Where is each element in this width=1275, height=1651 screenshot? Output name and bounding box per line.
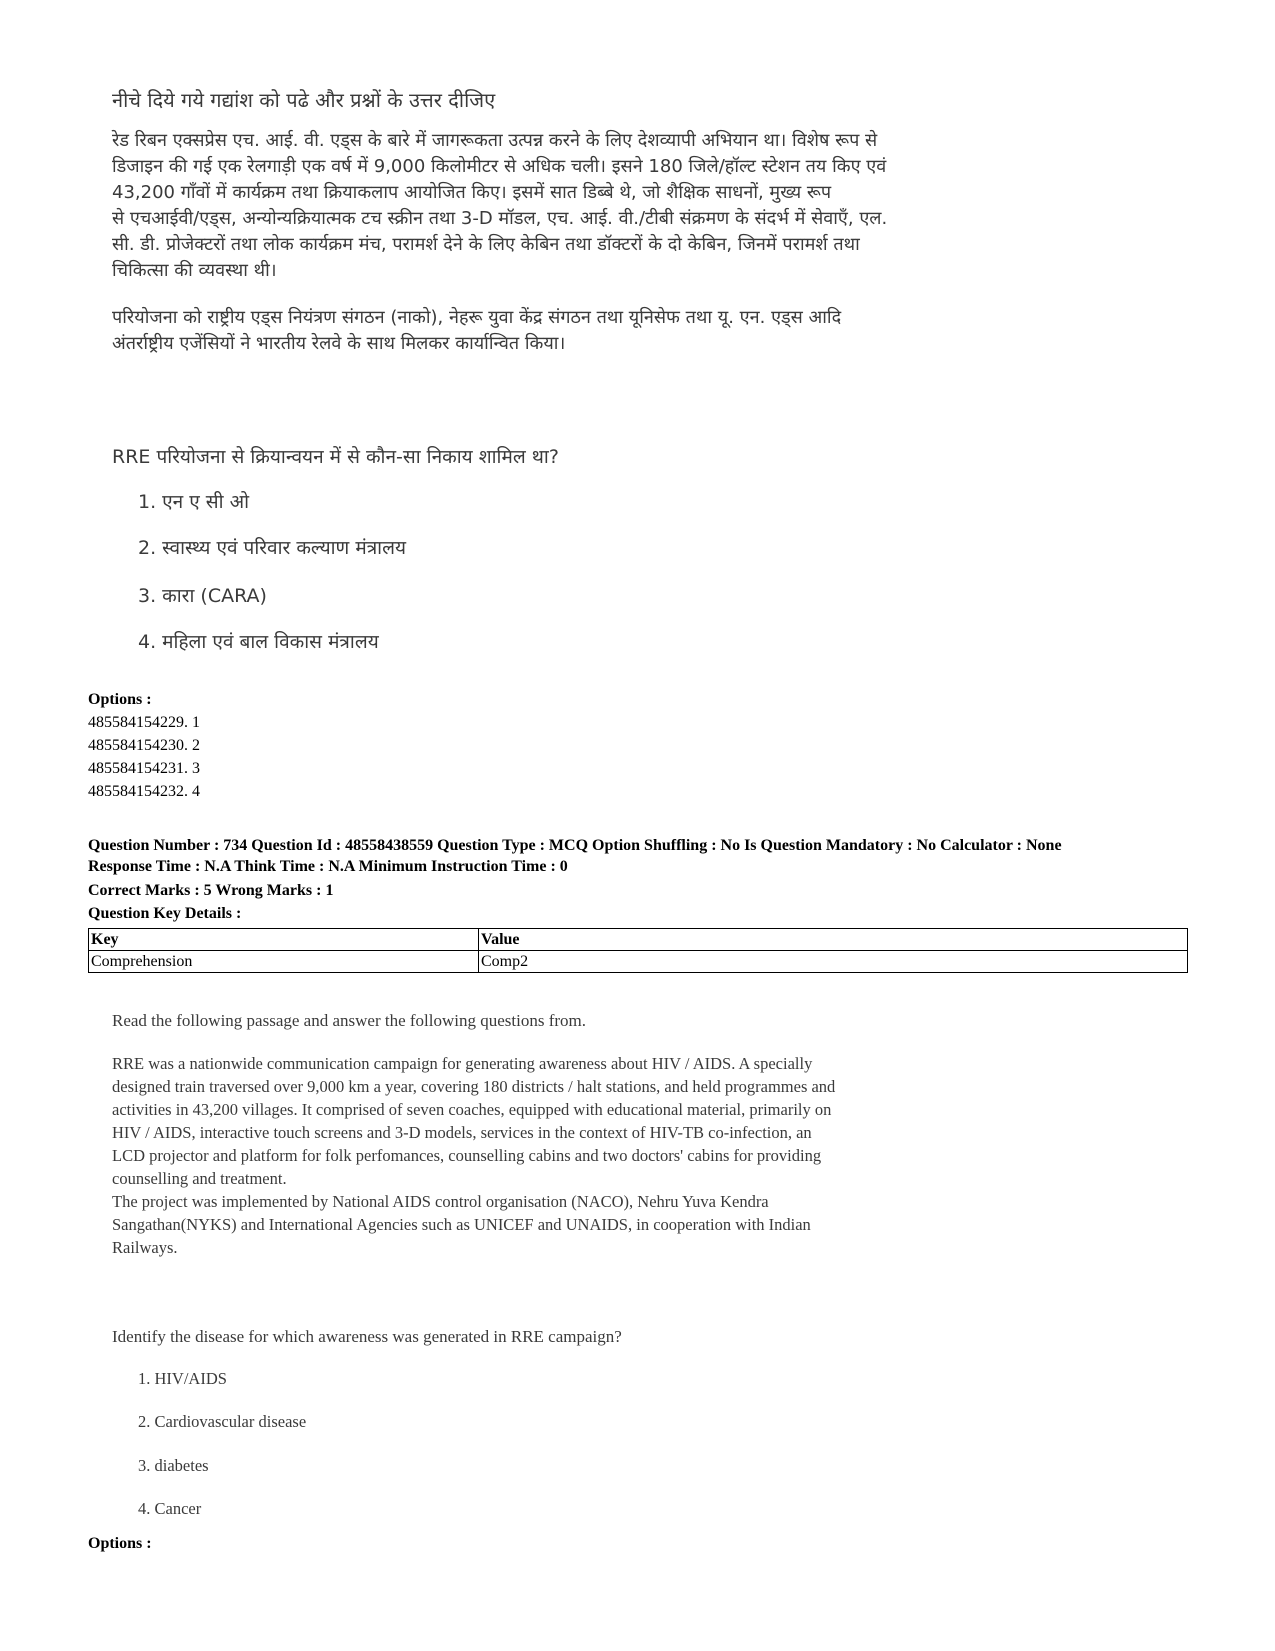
english-choice-1: 1. HIV/AIDS	[138, 1369, 227, 1388]
key-details-label: Question Key Details :	[88, 905, 242, 922]
text-line: 43,200 गाँवों में कार्यक्रम तथा क्रियाकलाप आयोजित किए। इसमें सात डिब्बे थे, जो शैक्षिक साधनों, मुख्य रूप	[112, 182, 832, 203]
text-line: चिकित्सा की व्यवस्था थी।	[112, 260, 277, 281]
english-paragraph	[112, 1052, 835, 1259]
hindi-paragraph-2	[112, 305, 841, 357]
hindi-paragraph-1	[112, 128, 887, 284]
english-instruction: Read the following passage and answer the following questions from.	[112, 1011, 587, 1030]
hindi-choice-2: 2. स्वास्थ्य एवं परिवार कल्याण मंत्रालय	[138, 537, 407, 559]
english-choice-4: 4. Cancer	[138, 1499, 202, 1518]
table-row	[89, 951, 1188, 973]
text-line: डिजाइन की गई एक रेलगाड़ी एक वर्ष में 9,000 किलोमीटर से अधिक चली। इसने 180 जिले/हॉल्ट स्टेशन तय किए एवं	[112, 156, 887, 177]
text-line: अंतर्राष्ट्रीय एजेंसियों ने भारतीय रेलवे के साथ मिलकर कार्यान्वित किया।	[112, 333, 566, 354]
row-value: Comp2	[479, 951, 1188, 973]
option-line: 485584154230. 2	[88, 737, 200, 754]
text-line: सी. डी. प्रोजेक्टरों तथा लोक कार्यक्रम मंच, परामर्श देने के लिए केबिन तथा डॉक्टरों के दो केबिन, जिनमें परामर्श तथा	[112, 234, 860, 255]
table-header-row	[89, 929, 1188, 951]
text-line: Sangathan(NYKS) and International Agencies such as UNICEF and UNAIDS, in cooperation with Indian	[112, 1215, 811, 1234]
text-line: counselling and treatment.	[112, 1169, 287, 1188]
text-line: LCD projector and platform for folk perfomances, counselling cabins and two doctors' cabins for providing	[112, 1146, 822, 1165]
hindi-choice-3: 3. कारा (CARA)	[138, 585, 267, 607]
key-details-table	[88, 928, 1188, 973]
question-meta-line-1: Question Number : 734 Question Id : 48558438559 Question Type : MCQ Option Shuffling : No Is Question Mandatory : No Calculator : None	[88, 837, 1062, 854]
text-line: Railways.	[112, 1238, 178, 1257]
hindi-instruction: नीचे दिये गये गद्यांश को पढे और प्रश्नों के उत्तर दीजिए	[112, 88, 496, 112]
text-line: HIV / AIDS, interactive touch screens and 3-D models, services in the context of HIV-TB co-infection, an	[112, 1123, 812, 1142]
option-line: 485584154232. 4	[88, 783, 200, 800]
header-key: Key	[89, 929, 479, 951]
english-question: Identify the disease for which awareness was generated in RRE campaign?	[112, 1327, 622, 1346]
text-line: परियोजना को राष्ट्रीय एड्स नियंत्रण संगठन (नाको), नेहरू युवा केंद्र संगठन तथा यूनिसेफ तथा यू. एन. एड्स आदि	[112, 307, 842, 328]
text-line: activities in 43,200 villages. It comprised of seven coaches, equipped with educational material, primarily on	[112, 1100, 832, 1119]
hindi-choice-4: 4. महिला एवं बाल विकास मंत्रालय	[138, 631, 379, 653]
hindi-choice-1: 1. एन ए सी ओ	[138, 491, 250, 513]
text-line: designed train traversed over 9,000 km a year, covering 180 districts / halt stations, and held programmes and	[112, 1077, 836, 1096]
english-choice-2: 2. Cardiovascular disease	[138, 1412, 307, 1431]
row-key: Comprehension	[89, 951, 479, 973]
text-line: The project was implemented by National AIDS control organisation (NACO), Nehru Yuva Kendra	[112, 1192, 769, 1211]
options-label: Options :	[88, 1535, 152, 1552]
marks-line: Correct Marks : 5 Wrong Marks : 1	[88, 882, 334, 899]
header-value: Value	[479, 929, 1188, 951]
text-line: से एचआईवी/एड्स, अन्योन्यक्रियात्मक टच स्क्रीन तथा 3-D मॉडल, एच. आई. वी./टीबी संक्रमण के संदर्भ में सेवाएँ, एल.	[112, 208, 888, 229]
option-line: 485584154231. 3	[88, 760, 200, 777]
hindi-question: RRE परियोजना से क्रियान्वयन में से कौन-सा निकाय शामिल था?	[112, 446, 559, 468]
option-line: 485584154229. 1	[88, 714, 200, 731]
question-meta-line-2: Response Time : N.A Think Time : N.A Minimum Instruction Time : 0	[88, 858, 568, 875]
english-choice-3: 3. diabetes	[138, 1456, 209, 1475]
text-line: RRE was a nationwide communication campaign for generating awareness about HIV / AIDS. A specially	[112, 1054, 813, 1073]
text-line: रेड रिबन एक्सप्रेस एच. आई. वी. एड्स के बारे में जागरूकता उत्पन्न करने के लिए देशव्यापी अभियान था। विशेष रूप से	[112, 130, 878, 151]
options-label: Options :	[88, 691, 152, 708]
